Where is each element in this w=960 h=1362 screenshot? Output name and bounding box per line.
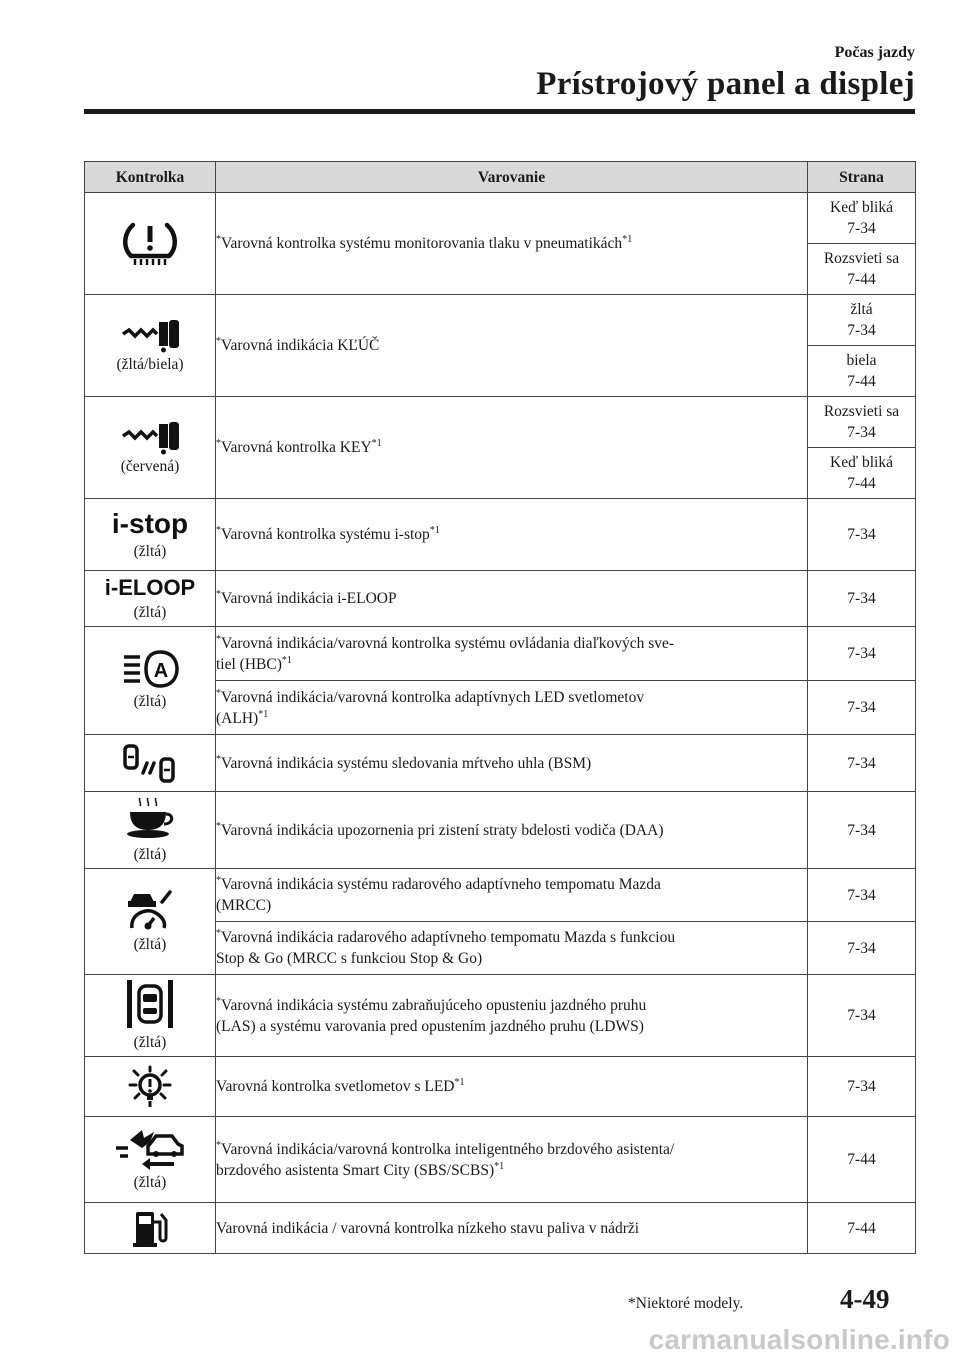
color-label: (žltá) — [133, 845, 167, 863]
i-eloop-icon — [104, 574, 196, 600]
header-page: Strana — [808, 162, 916, 193]
table-row — [85, 792, 916, 869]
page-number: 4-49 — [840, 1284, 890, 1314]
color-label: (žltá) — [133, 1034, 167, 1051]
blind-spot-icon — [119, 743, 181, 783]
icon-cell — [85, 193, 216, 295]
color-label: (žltá) — [133, 1174, 167, 1191]
warning-lights-table — [84, 161, 916, 1254]
icon-cell — [85, 499, 216, 571]
svg-text:i-ELOOP: i-ELOOP — [104, 575, 196, 600]
table-row — [85, 1057, 916, 1117]
warning-description: *Varovná indikácia systému zabraňujúceho opusteniu jazdného pruhu (LAS) a systému varovania pred opustením jazdného pruhu (LDWS) — [216, 975, 808, 1057]
table-row — [85, 1117, 916, 1203]
table-row — [85, 735, 916, 792]
brake-support-icon — [114, 1126, 186, 1170]
icon-cell — [85, 735, 216, 792]
warning-description: *Varovná kontrolka systému monitorovania tlaku v pneumatikách$^{*1}$ — [216, 193, 808, 295]
page-reference: 7-34 — [808, 869, 916, 922]
icon-cell — [85, 975, 216, 1057]
svg-text:i-stop: i-stop — [111, 508, 189, 539]
color-label: (žltá) — [133, 693, 167, 710]
warning-description: Varovná kontrolka svetlometov s LED$^{*1}$ — [216, 1057, 808, 1117]
icon-cell — [85, 397, 216, 499]
page-reference: biela 7-44 — [808, 346, 916, 397]
page-reference: Rozsvieti sa 7-44 — [808, 244, 916, 295]
table-row — [85, 975, 916, 1057]
page-reference: Rozsvieti sa 7-34 — [808, 397, 916, 448]
i-stop-icon — [111, 507, 189, 539]
page-reference: Keď bliká 7-34 — [808, 193, 916, 244]
table-row — [85, 499, 916, 571]
color-label: (žltá) — [133, 936, 167, 953]
icon-cell — [85, 1203, 216, 1254]
lane-keep-icon — [124, 978, 176, 1030]
table-row — [85, 1203, 916, 1254]
page-reference: 7-44 — [808, 1117, 916, 1203]
table-row — [85, 869, 916, 922]
color-label: (žltá) — [133, 604, 167, 621]
page-title: Prístrojový panel a displej — [536, 66, 915, 102]
headlight-auto-icon — [120, 649, 180, 689]
table-row — [85, 295, 916, 346]
page-reference: 7-34 — [808, 975, 916, 1057]
table-header-row — [85, 162, 916, 193]
radar-cruise-icon — [122, 888, 178, 932]
warning-description: *Varovná indikácia systému radarového adaptívneho tempomatu Mazda (MRCC) — [216, 869, 808, 922]
icon-cell — [85, 571, 216, 627]
warning-description: *Varovná kontrolka KEY$^{*1}$ — [216, 397, 808, 499]
warning-description: *Varovná kontrolka systému i-stop$^{*1}$ — [216, 499, 808, 571]
watermark: carmanualsonline.info — [648, 1324, 950, 1355]
key-icon — [119, 316, 181, 352]
icon-cell — [85, 1057, 216, 1117]
warning-description: *Varovná indikácia/varovná kontrolka systému ovládania diaľkových sve- tiel (HBC)$^{*1}$ — [216, 627, 808, 681]
table-row — [85, 627, 916, 681]
section-label: Počas jazdy — [834, 44, 915, 61]
led-headlight-warning-icon — [122, 1065, 178, 1109]
page-reference: 7-34 — [808, 922, 916, 975]
warning-description: *Varovná indikácia KĽÚČ — [216, 295, 808, 397]
coffee-cup-icon — [122, 796, 178, 842]
page-reference: Keď bliká 7-44 — [808, 448, 916, 499]
warning-description: *Varovná indikácia upozornenia pri zistení straty bdelosti vodiča (DAA) — [216, 792, 808, 869]
warning-description: *Varovná indikácia/varovná kontrolka inteligentného brzdového asistenta/ brzdového asistenta Smart City (SBS/SCBS)$^{*1}$ — [216, 1117, 808, 1203]
page-reference: 7-34 — [808, 792, 916, 869]
icon-cell — [85, 295, 216, 397]
icon-cell — [85, 869, 216, 975]
page-reference: 7-34 — [808, 499, 916, 571]
warning-description: *Varovná indikácia radarového adaptívneho tempomatu Mazda s funkciou Stop & Go (MRCC s funkciou Stop & Go) — [216, 922, 808, 975]
color-label: (žltá/biela) — [116, 356, 184, 373]
warning-description: *Varovná indikácia systému sledovania mŕtveho uhla (BSM) — [216, 735, 808, 792]
page-reference: 7-34 — [808, 1057, 916, 1117]
color-label: (žltá) — [133, 543, 167, 560]
warning-description: *Varovná indikácia/varovná kontrolka adaptívnych LED svetlometov (ALH)$^{*1}$ — [216, 681, 808, 735]
tire-pressure-icon — [121, 220, 179, 268]
fuel-pump-icon — [130, 1208, 170, 1248]
key-icon — [119, 418, 181, 454]
page-reference: 7-34 — [808, 681, 916, 735]
table-row — [85, 193, 916, 244]
page-reference: 7-44 — [808, 1203, 916, 1254]
icon-cell — [85, 792, 216, 869]
page-reference: 7-34 — [808, 735, 916, 792]
footnote: *Niektoré modely. — [628, 1295, 744, 1312]
header-divider — [84, 109, 915, 114]
page-reference: 7-34 — [808, 627, 916, 681]
color-label: (červená) — [120, 458, 180, 475]
page-reference: 7-34 — [808, 571, 916, 627]
warning-description: *Varovná indikácia i-ELOOP — [216, 571, 808, 627]
table-row — [85, 571, 916, 627]
icon-cell — [85, 1117, 216, 1203]
icon-cell — [85, 627, 216, 735]
page-reference: žltá 7-34 — [808, 295, 916, 346]
header-indicator: Kontrolka — [85, 162, 216, 193]
svg-text:A: A — [153, 660, 169, 682]
warning-description: Varovná indikácia / varovná kontrolka nízkeho stavu paliva v nádrži — [216, 1203, 808, 1254]
table-row — [85, 397, 916, 448]
header-warning: Varovanie — [216, 162, 808, 193]
